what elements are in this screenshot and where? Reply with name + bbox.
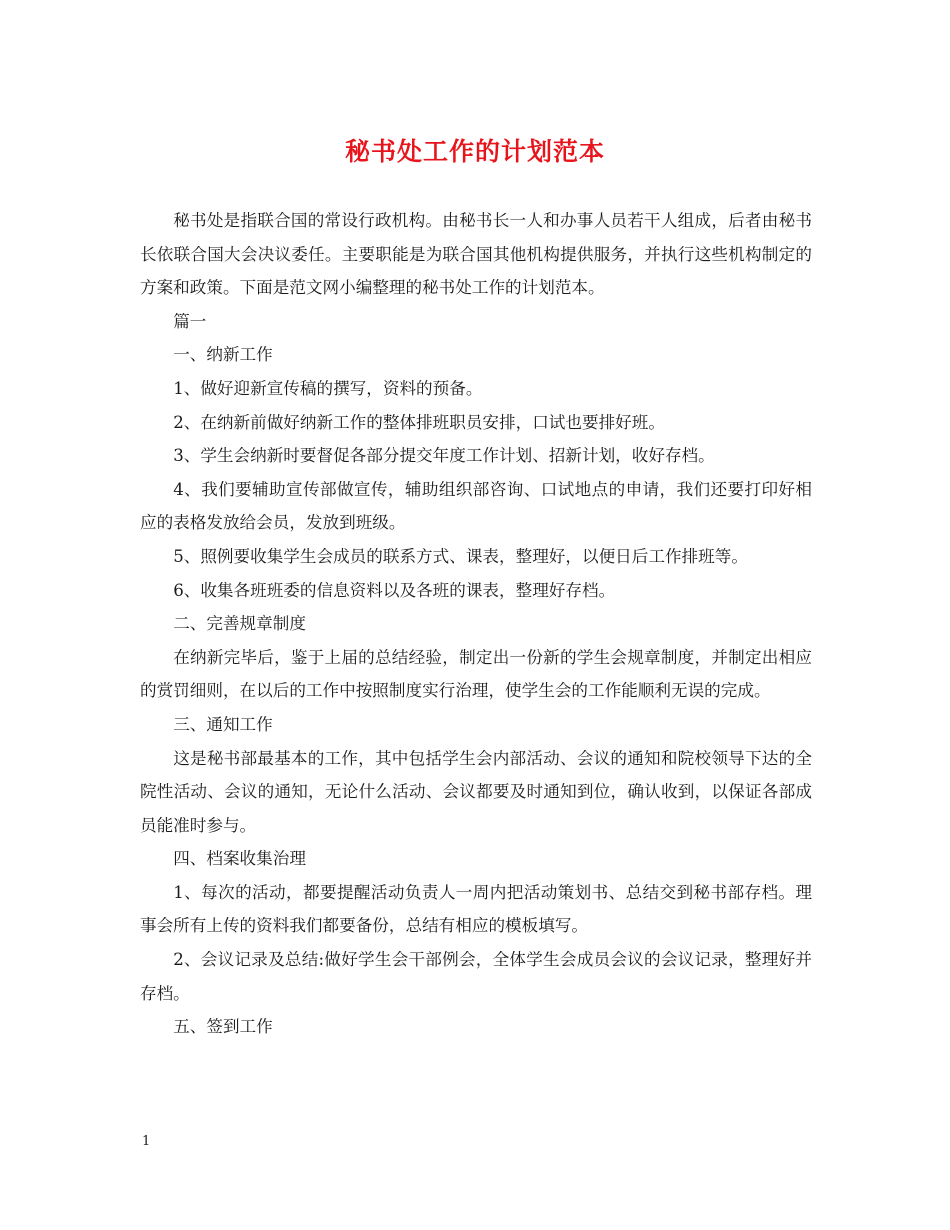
section-heading-notice: 三、通知工作 <box>173 714 273 734</box>
paragraph-part-label: 篇一 <box>173 311 207 331</box>
document-title: 秘书处工作的计划范本 <box>344 137 605 166</box>
page-number: 1 <box>142 1134 151 1149</box>
list-item: 1、做好迎新宣传稿的撰写，资料的预备。 <box>173 378 483 398</box>
paragraph-intro: 秘书处是指联合国的常设行政机构。由秘书长一人和办事人员若干人组成，后者由秘书长依联合国大会决议委任。主要职能是为联合国其他机构提供服务，并执行这些机构制定的方案和政策。下面是范文网小编整理的秘书处工作的计划范本。 <box>140 211 812 298</box>
list-item: 2、在纳新前做好纳新工作的整体排班职员安排，口试也要排好班。 <box>173 412 665 432</box>
paragraph-notice: 这是秘书部最基本的工作，其中包括学生会内部活动、会议的通知和院校领导下达的全院性活动、会议的通知，无论什么活动、会议都要及时通知到位，确认收到，以保证各部成员能准时参与。 <box>140 748 812 835</box>
section-heading-rules: 二、完善规章制度 <box>173 614 306 634</box>
paragraph-rules: 在纳新完毕后，鉴于上届的总结经验，制定出一份新的学生会规章制度，并制定出相应的赏罚细则，在以后的工作中按照制度实行治理，使学生会的工作能顺利无误的完成。 <box>140 647 812 701</box>
list-item: 2、会议记录及总结:做好学生会干部例会，全体学生会成员会议的会议记录，整理好并存档。 <box>140 950 812 1003</box>
section-heading-archives: 四、档案收集治理 <box>173 849 306 869</box>
list-item: 4、我们要辅助宣传部做宣传，辅助组织部咨询、口试地点的申请，我们还要打印好相应的表格发放给会员，发放到班级。 <box>140 479 812 533</box>
section-heading-recruitment: 一、纳新工作 <box>173 345 273 365</box>
list-item: 6、收集各班班委的信息资料以及各班的课表，整理好存档。 <box>173 580 616 600</box>
document-body <box>140 204 812 1044</box>
list-item: 1、每次的活动，都要提醒活动负责人一周内把活动策划书、总结交到秘书部存档。理事会所有上传的资料我们都要备份，总结有相应的模板填写。 <box>140 882 812 936</box>
section-heading-signin: 五、签到工作 <box>173 1017 273 1037</box>
list-item: 3、学生会纳新时要督促各部分提交年度工作计划、招新计划，收好存档。 <box>173 446 715 466</box>
list-item: 5、照例要收集学生会成员的联系方式、课表，整理好，以便日后工作排班等。 <box>173 546 748 566</box>
